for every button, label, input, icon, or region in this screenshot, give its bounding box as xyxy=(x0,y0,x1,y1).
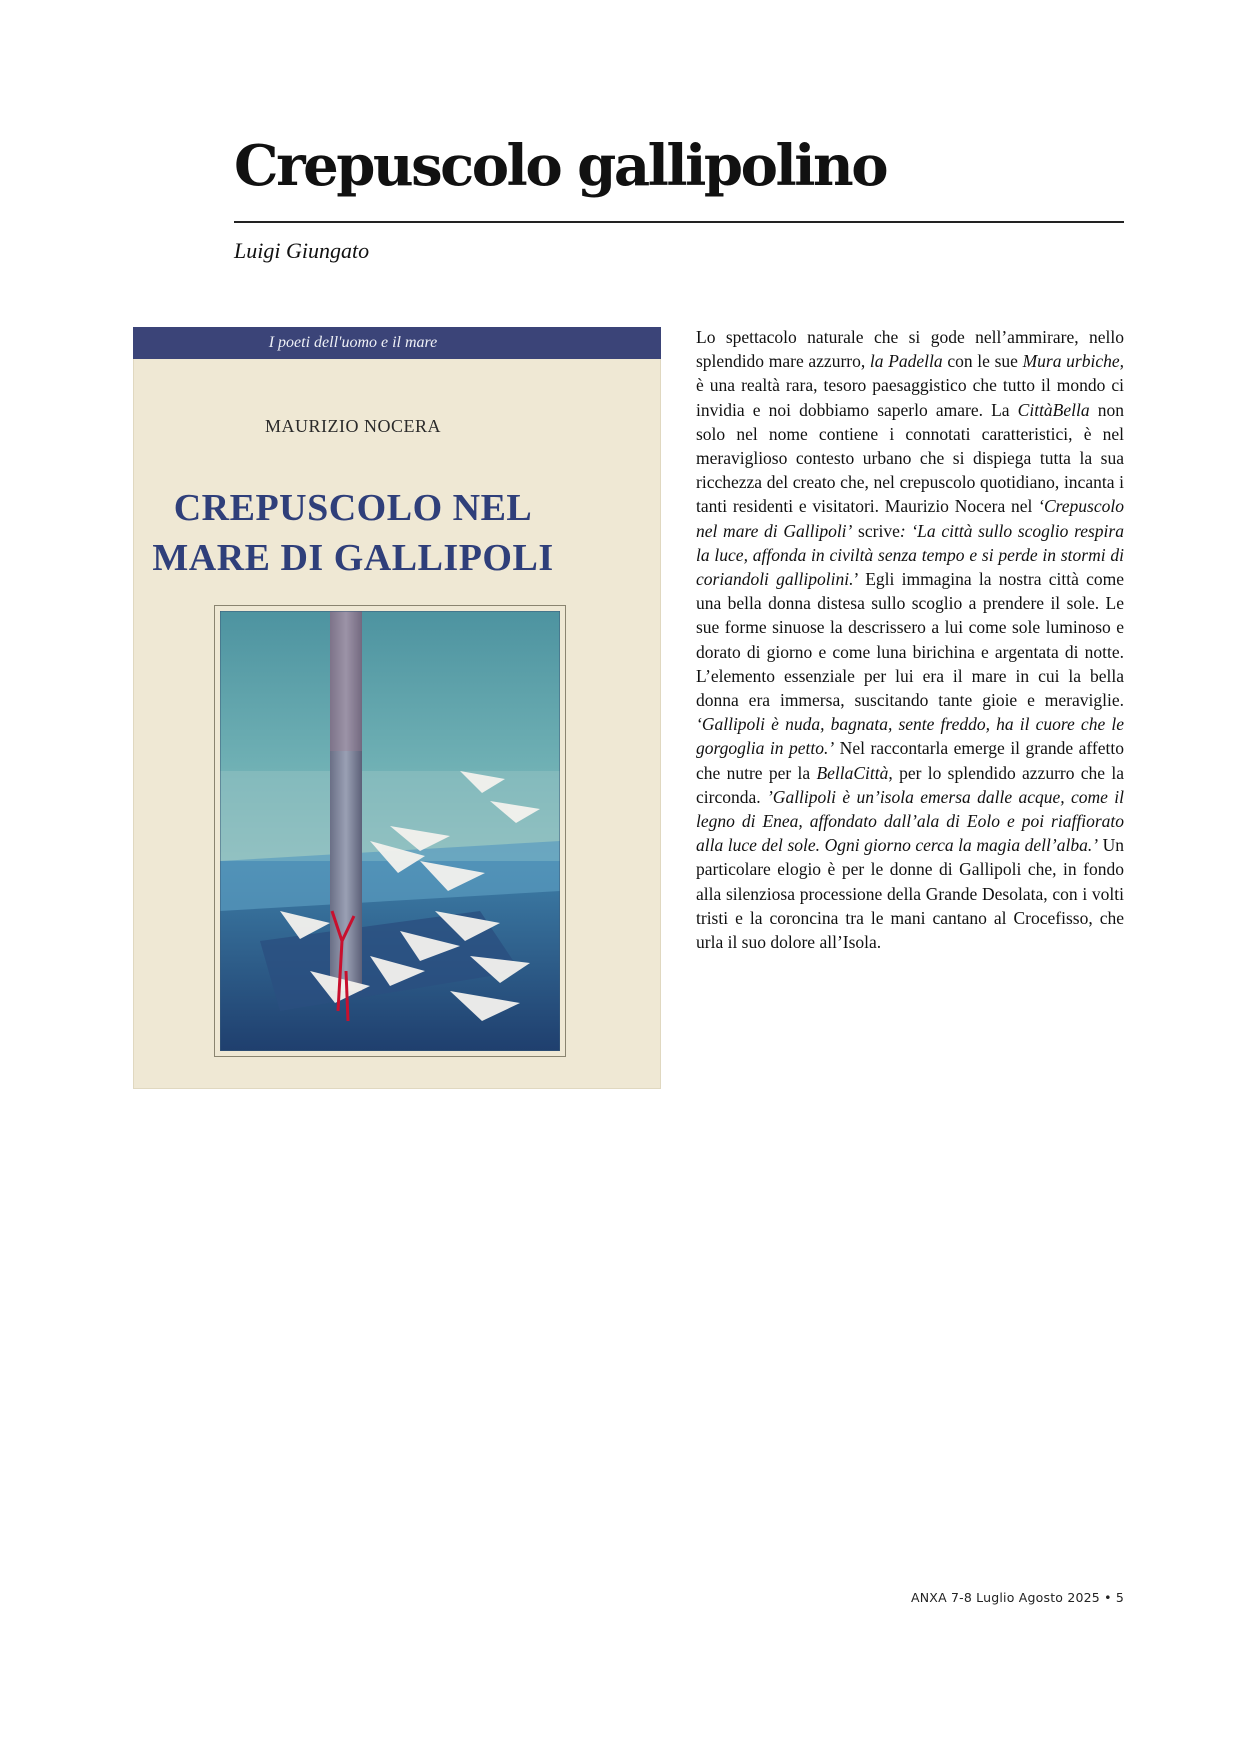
body-text-run: Lo spettacolo naturale che si gode nell’ammirare, nello splendido mare azzurro, xyxy=(696,327,1124,372)
cover-title-line-2: MARE DI GALLIPOLI xyxy=(152,537,554,579)
body-italic-run: Mura urbiche, xyxy=(1022,351,1124,372)
body-text-run: Nel raccontarla emerge il grande affetto che nutre per la xyxy=(696,738,1124,783)
body-italic-run: ‘Gallipoli è nuda, bagnata, sente freddo, ha il cuore che le gorgoglia in petto.’ xyxy=(696,714,1124,759)
article-body xyxy=(696,325,1124,954)
body-text-run: ’ Egli immagina la nostra città come una bella donna distesa sullo scoglio a prendere il sole. Le sue forme sinuose la descrissero a lui come sole luminoso e dorato di giorno e come luna birichina e argentata di notte. L’elemento essenziale per lui era il mare in cui la bella donna era immersa, suscitando tante gioie e meraviglie. xyxy=(696,569,1124,711)
cover-title-line-1: CREPUSCOLO NEL xyxy=(173,487,533,529)
cover-series-title: I poeti dell'uomo e il mare xyxy=(268,334,438,351)
body-italic-run: BellaCittà, xyxy=(816,762,893,783)
page-footer: ANXA 7-8 Luglio Agosto 2025 • 5 xyxy=(911,1590,1124,1605)
body-text-run: per lo splendido azzurro che la circonda. xyxy=(696,762,1124,807)
body-text-run: scrive xyxy=(852,520,900,541)
body-italic-run: ’Gallipoli è un’isola emersa dalle acque, come il legno di Enea, affondato dall’ala di Eolo e poi riaffiorato alla luce del sole. Ogni giorno cerca la magia dell’alba.’ xyxy=(696,786,1124,856)
body-text-run: con le sue xyxy=(942,351,1023,372)
body-text-run: Un particolare elogio è per le donne di Gallipoli che, in fondo alla silenziosa processione della Grande Desolata, con i volti tristi e la coroncina tra le mani cantano al Crocefisso, che urla il suo dolore all’Isola. xyxy=(696,835,1125,953)
body-italic-run: : ‘La città sullo scoglio respira la luce, affonda in civiltà senza tempo e si perde in stormi di coriandoli gallipolini. xyxy=(696,520,1124,590)
book-cover xyxy=(133,327,661,1089)
article-author: Luigi Giungato xyxy=(234,238,370,263)
body-text-run: non solo nel nome contiene i connotati caratteristici, è nel meraviglioso contesto urbano che si dispiega tutta la sua ricchezza del creato che, nel crepuscolo quotidiano, incanta i tanti residenti e visitatori. Maurizio Nocera nel xyxy=(696,399,1124,517)
cover-title xyxy=(133,483,573,583)
cover-author: MAURIZIO NOCERA xyxy=(265,416,441,436)
title-divider xyxy=(234,221,1124,223)
cover-series-band xyxy=(133,327,661,359)
body-italic-run: la Padella xyxy=(869,351,943,372)
cover-painting xyxy=(220,611,560,1051)
body-italic-run: CittàBella xyxy=(1017,399,1090,420)
body-italic-run: ‘Crepuscolo nel mare di Gallipoli’ xyxy=(696,496,1124,541)
article-title: Crepuscolo gallipolino xyxy=(234,133,887,199)
cover-painting-frame xyxy=(214,605,566,1057)
body-text-run: è una realtà rara, tesoro paesaggistico che tutto il mondo ci invidia e noi dobbiamo saperlo amare. La xyxy=(696,375,1124,420)
